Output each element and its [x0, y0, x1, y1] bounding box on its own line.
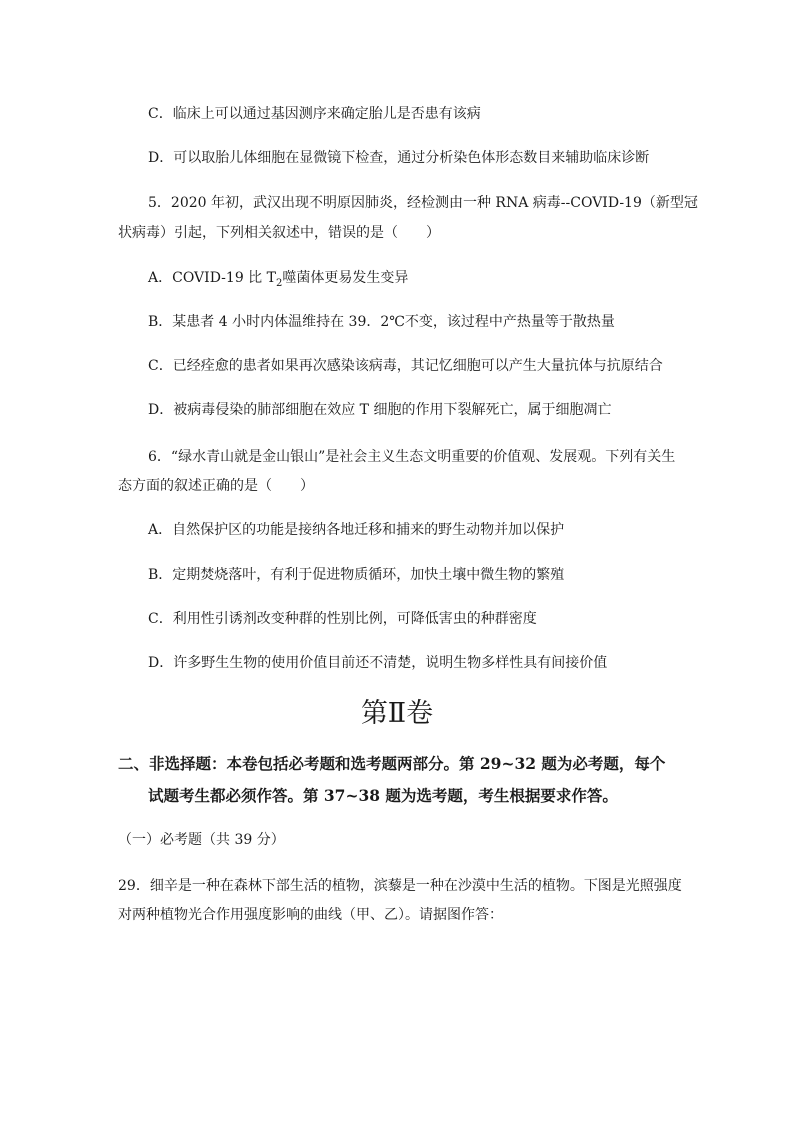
q5-option-a-suffix: 噬菌体更易发生变异 [282, 270, 409, 286]
q5-option-a-subscript: 2 [275, 277, 283, 289]
q5-stem-line1: 5．2020 年初，武汉出现不明原因肺炎，经检测由一种 RNA 病毒--COVID-19（新型冠 [148, 195, 698, 211]
q5-option-a [148, 268, 408, 288]
q6-option-c: C．利用性引诱剂改变种群的性别比例，可降低害虫的种群密度 [148, 611, 537, 627]
q6-option-b: B．定期焚烧落叶，有利于促进物质循环，加快土壤中微生物的繁殖 [148, 567, 565, 583]
section-subheading: （一）必考题（共 39 分） [118, 832, 285, 848]
q6-option-a: A．自然保护区的功能是接纳各地迁移和捕来的野生动物并加以保护 [148, 522, 565, 538]
q5-option-a-prefix: A．COVID-19 比 T [148, 270, 276, 286]
q4-option-d: D．可以取胎儿体细胞在显微镜下检查，通过分析染色体形态数目来辅助临床诊断 [148, 150, 650, 166]
section-heading-line1: 二、非选择题：本卷包括必考题和选考题两部分。第 29~32 题为必考题，每个 [118, 754, 666, 773]
q5-option-b: B．某患者 4 小时内体温维持在 39．2℃不变，该过程中产热量等于散热量 [148, 314, 615, 330]
q6-stem-line2: 态方面的叙述正确的是（ ） [118, 478, 314, 494]
q5-stem-line2: 状病毒）引起，下列相关叙述中，错误的是（ ） [118, 225, 440, 241]
q29-line2: 对两种植物光合作用强度影响的曲线（甲、乙）。请据图作答： [118, 907, 503, 923]
q6-stem-line1: 6．“绿水青山就是金山银山”是社会主义生态文明重要的价值观、发展观。下列有关生 [148, 449, 676, 465]
q4-option-c: C．临床上可以通过基因测序来确定胎儿是否患有该病 [148, 106, 481, 122]
q5-option-c: C．已经痊愈的患者如果再次感染该病毒，其记忆细胞可以产生大量抗体与抗原结合 [148, 358, 663, 374]
q29-line1: 29．细辛是一种在森林下部生活的植物，滨藜是一种在沙漠中生活的植物。下图是光照强度 [118, 878, 682, 894]
section-title: 第Ⅱ卷 [360, 698, 434, 729]
q5-option-d: D．被病毒侵染的肺部细胞在效应 T 细胞的作用下裂解死亡，属于细胞凋亡 [148, 402, 612, 418]
section-heading-line2: 试题考生都必须作答。第 37~38 题为选考题，考生根据要求作答。 [148, 786, 618, 805]
q6-option-d: D．许多野生生物的使用价值目前还不清楚，说明生物多样性具有间接价值 [148, 655, 608, 671]
